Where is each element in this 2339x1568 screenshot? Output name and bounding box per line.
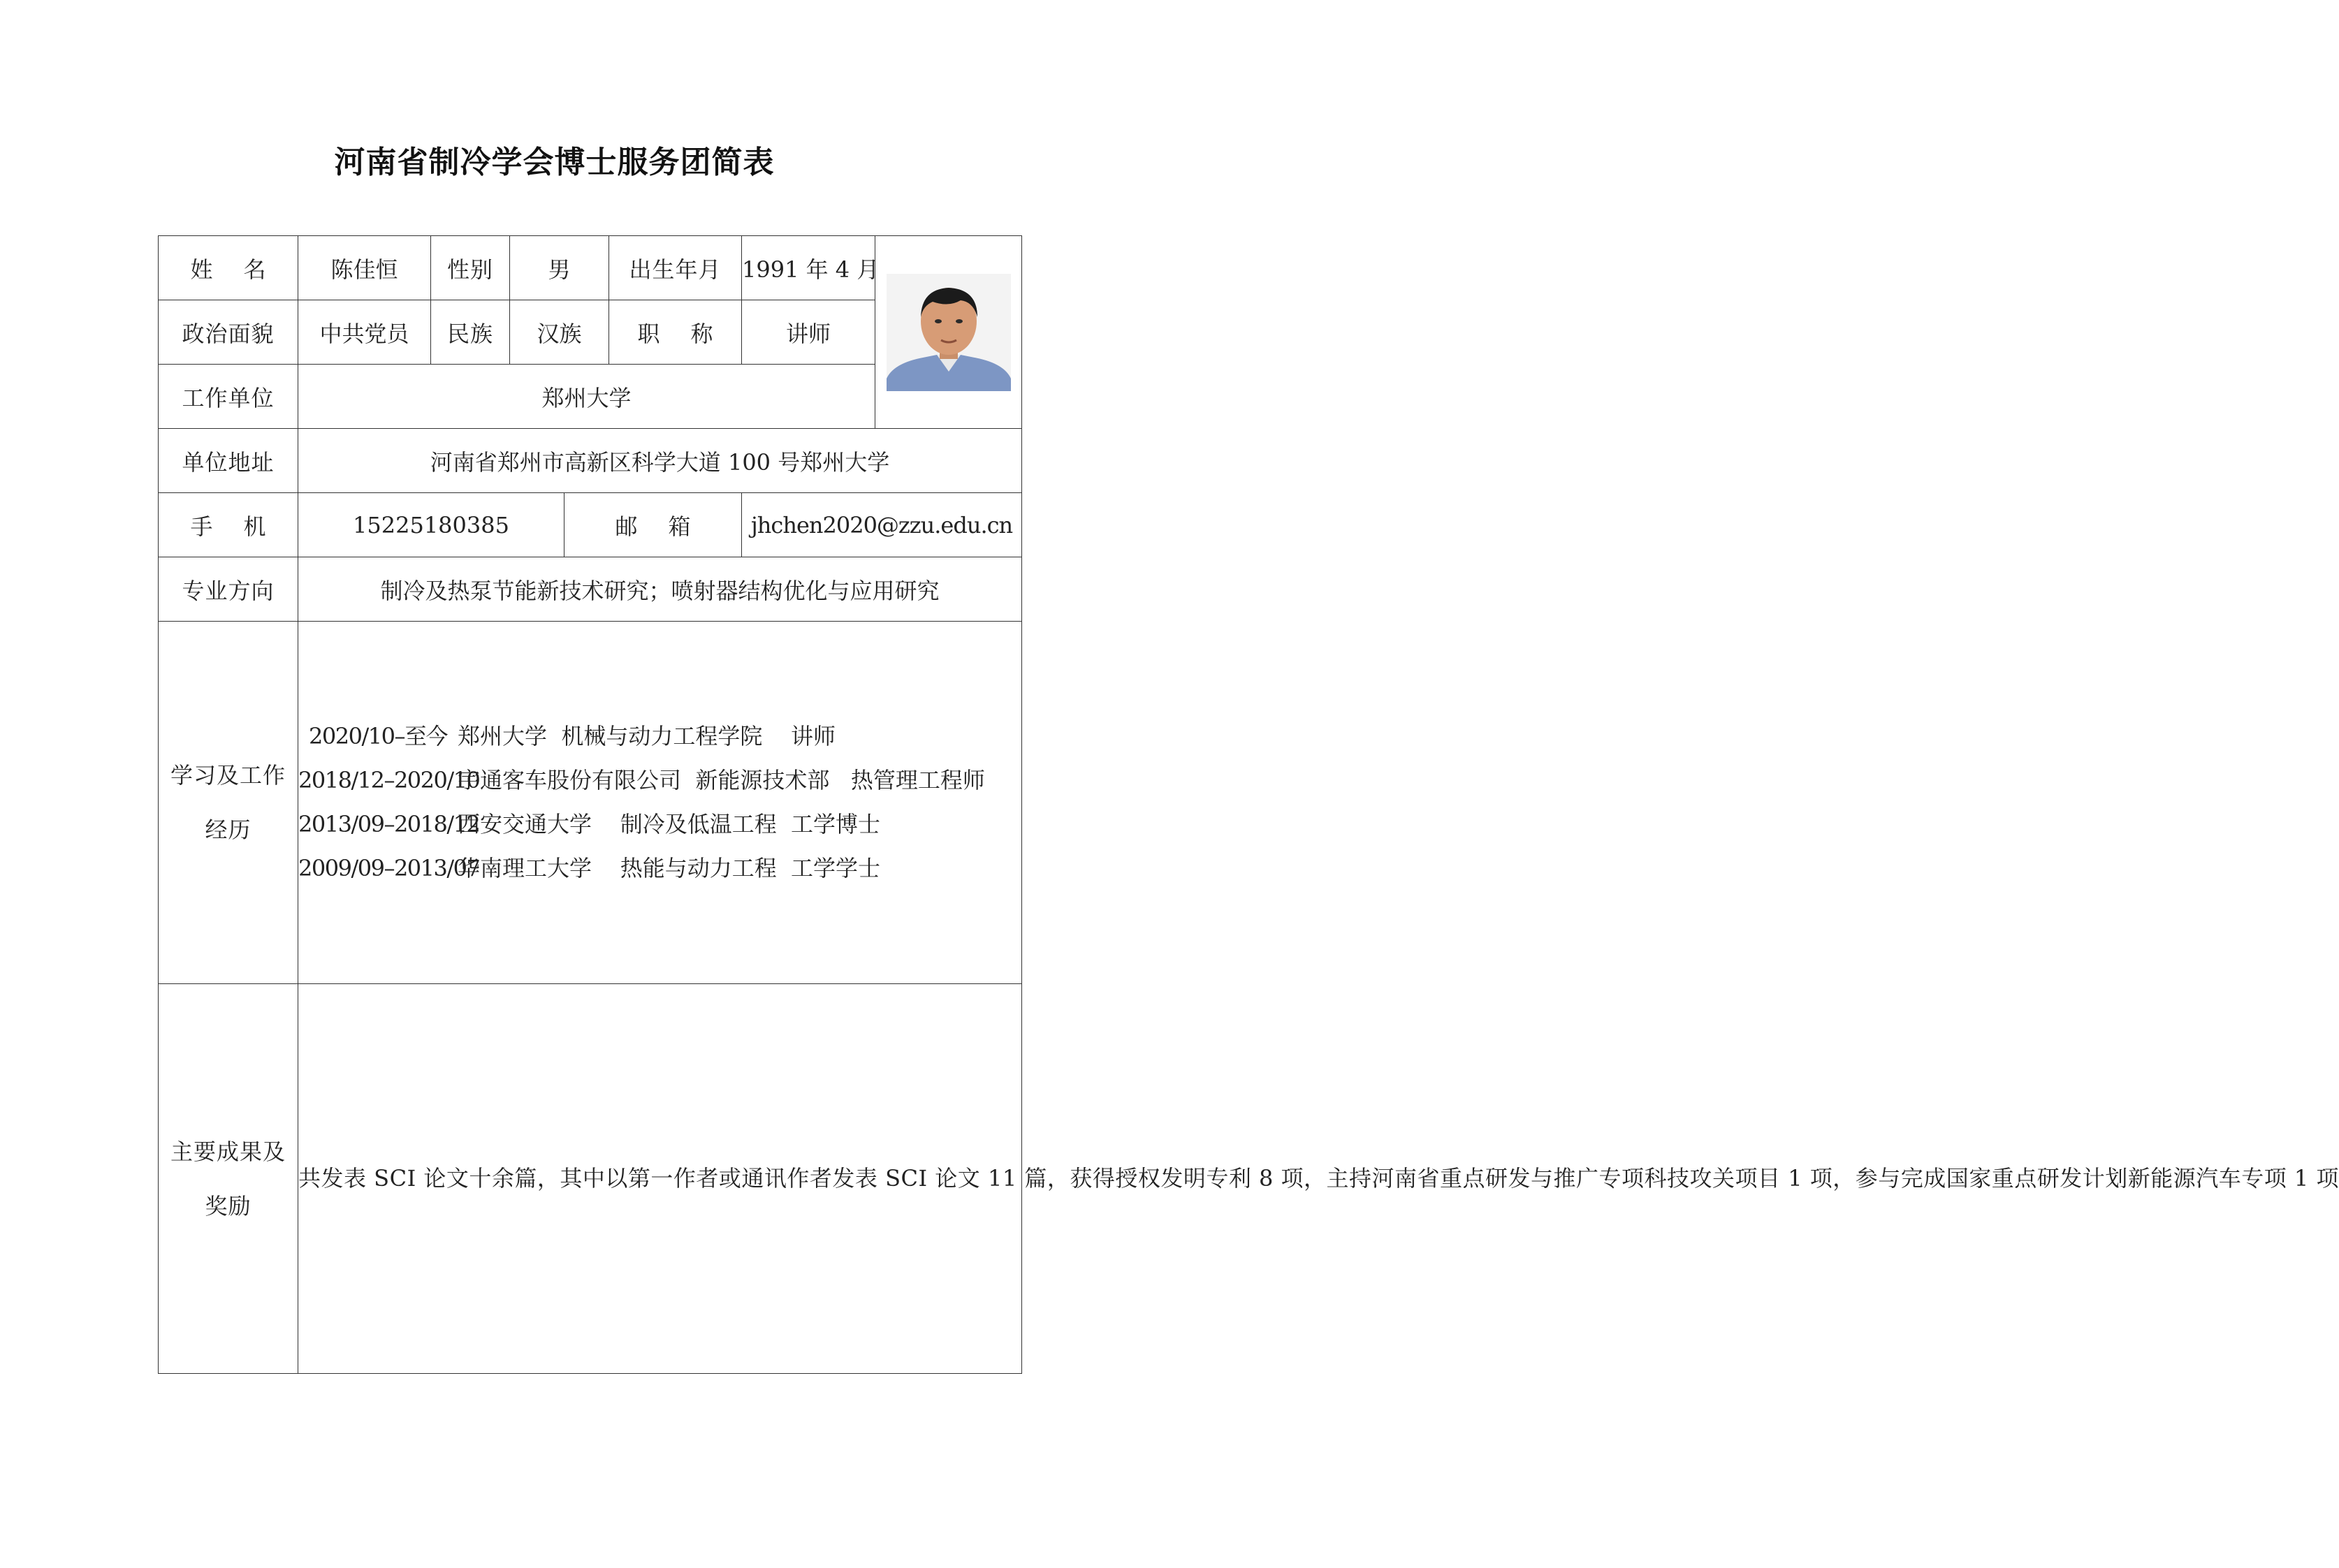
- label-birth: 出生年月: [609, 236, 742, 300]
- value-gender: 男: [510, 236, 609, 300]
- value-specialty: 制冷及热泵节能新技术研究；喷射器结构优化与应用研究: [298, 557, 1022, 622]
- label-political: 政治面貌: [159, 300, 298, 365]
- label-employer: 工作单位: [159, 365, 298, 429]
- experience-item: [298, 847, 1021, 891]
- row-contact: [159, 493, 1022, 557]
- label-ethnicity: 民族: [431, 300, 510, 365]
- label-gender: 性别: [431, 236, 510, 300]
- label-achievements-line1: 主要成果及: [170, 1138, 286, 1165]
- experience-detail: 华南理工大学 热能与动力工程 工学学士: [458, 855, 881, 881]
- row-experience: [159, 622, 1022, 984]
- experience-period: 2018/12–2020/10: [298, 767, 480, 793]
- label-email: 邮箱: [564, 493, 742, 557]
- value-job-title: 讲师: [742, 300, 875, 365]
- row-address: [159, 429, 1022, 493]
- experience-period: 2009/09–2013/07: [298, 855, 480, 881]
- value-phone: 15225180385: [298, 493, 564, 557]
- label-specialty: 专业方向: [159, 557, 298, 622]
- label-address: 单位地址: [159, 429, 298, 493]
- portrait-photo-icon: [887, 274, 1011, 391]
- experience-list: [298, 622, 1022, 984]
- value-achievements: 共发表 SCI 论文十余篇，其中以第一作者或通讯作者发表 SCI 论文 11 篇，获得授权发明专利 8 项，主持河南省重点研发与推广专项科技攻关项目 1 项，参与完成国家重点研发计划新能源汽车专项 1 项: [298, 984, 1022, 1374]
- value-ethnicity: 汉族: [510, 300, 609, 365]
- experience-detail: 郑州大学 机械与动力工程学院 讲师: [458, 723, 836, 749]
- label-name: 姓名: [159, 236, 298, 300]
- page-title: 河南省制冷学会博士服务团简表: [334, 145, 775, 180]
- experience-item: [298, 803, 1021, 847]
- value-political: 中共党员: [298, 300, 431, 365]
- value-birth: 1991 年 4 月: [742, 236, 875, 300]
- label-phone: 手机: [159, 493, 298, 557]
- value-email: jhchen2020@zzu.edu.cn: [742, 493, 1022, 557]
- photo-cell: [875, 236, 1022, 429]
- experience-period: 2020/10–至今: [309, 723, 447, 749]
- label-achievements: [159, 984, 298, 1374]
- label-achievements-line2: 奖励: [205, 1192, 252, 1219]
- label-experience-line1: 学习及工作: [170, 762, 286, 789]
- label-job-title: 职称: [609, 300, 742, 365]
- profile-table: [158, 235, 2339, 1374]
- label-experience-line2: 经历: [205, 816, 252, 843]
- label-experience: [159, 622, 298, 984]
- row-achievements: [159, 984, 1022, 1374]
- value-address: 河南省郑州市高新区科学大道 100 号郑州大学: [298, 429, 1022, 493]
- row-basic-1: [159, 236, 1022, 300]
- row-specialty: [159, 557, 1022, 622]
- value-employer: 郑州大学: [298, 365, 875, 429]
- experience-detail: 西安交通大学 制冷及低温工程 工学博士: [458, 811, 881, 837]
- value-name: 陈佳恒: [298, 236, 431, 300]
- experience-item: [298, 759, 1021, 803]
- experience-item: [298, 715, 1021, 759]
- experience-period: 2013/09–2018/12: [298, 811, 480, 837]
- experience-detail: 宇通客车股份有限公司 新能源技术部 热管理工程师: [458, 767, 985, 793]
